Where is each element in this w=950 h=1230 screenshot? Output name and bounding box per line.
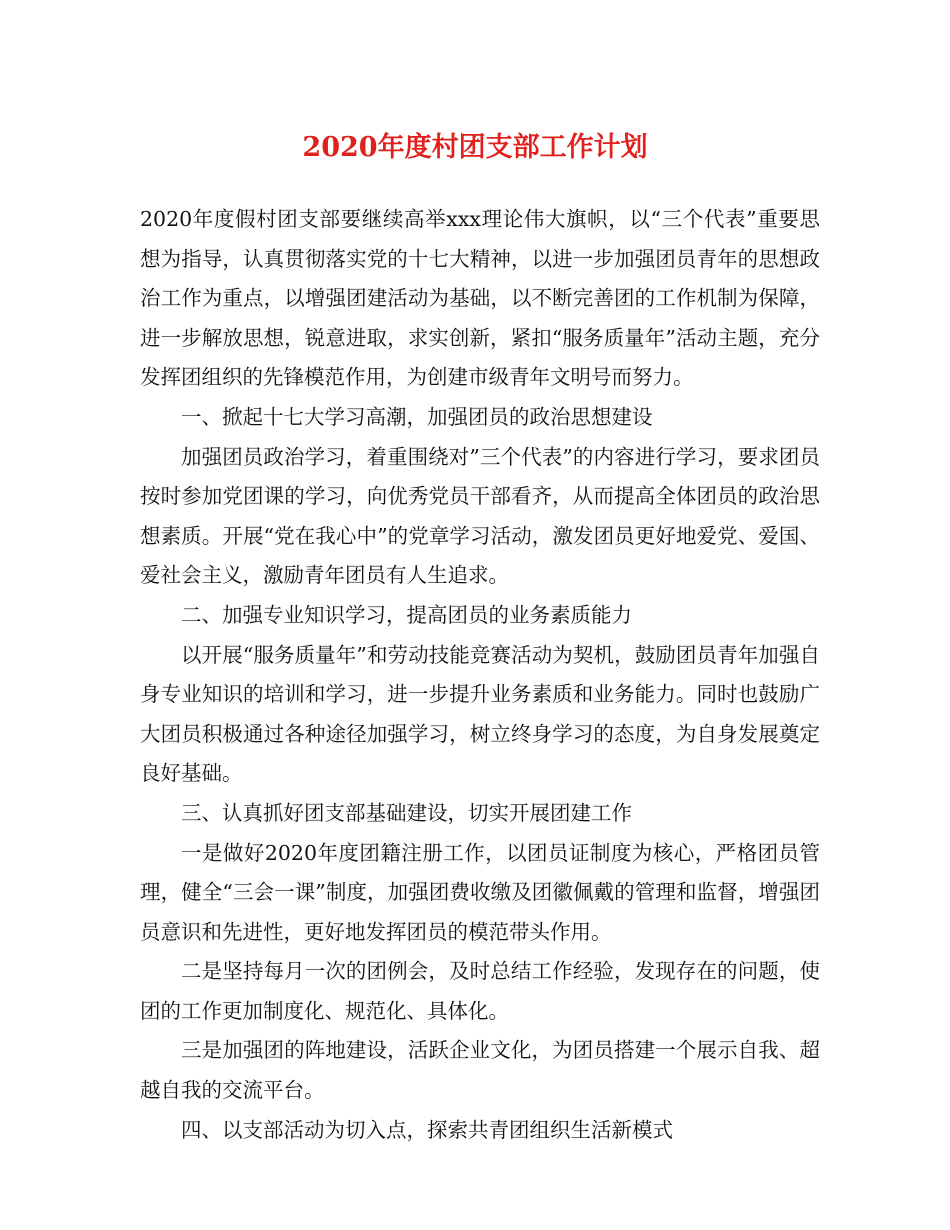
section-heading-1: 一、掀起十七大学习高潮，加强团员的政治思想建设 [181, 404, 653, 429]
body-paragraph: 三是加强团的阵地建设，活跃企业文化，为团员搭建一个展示自我、超越自我的交流平台。 [140, 1038, 820, 1103]
intro-paragraph: 2020年度假村团支部要继续高举xxx理论伟大旗帜，以“三个代表”重要思想为指导，认真贯彻落实党的十七大精神，以进一步加强团员青年的思想政治工作为重点，以增强团建活动为基础，以不断完善团的工作机制为保障，进一步解放思想，锐意进取，求实创新，紧扣“服务质量年”活动主题，充分发挥团组织的先锋模范作用，为创建市级青年文明号而努力。 [140, 207, 820, 390]
body-paragraph: 以开展“服务质量年”和劳动技能竞赛活动为契机，鼓励团员青年加强自身专业知识的培训和学习，进一步提升业务素质和业务能力。同时也鼓励广大团员积极通过各种途径加强学习，树立终身学习的态度，为自身发展奠定良好基础。 [140, 642, 820, 786]
document-body [140, 200, 820, 1150]
section-heading-2: 二、加强专业知识学习，提高团员的业务素质能力 [181, 602, 632, 627]
body-paragraph: 加强团员政治学习，着重围绕对”三个代表”的内容进行学习，要求团员按时参加党团课的学习，向优秀党员干部看齐，从而提高全体团员的政治思想素质。开展“党在我心中”的党章学习活动，激发团员更好地爱党、爱国、爱社会主义，激励青年团员有人生追求。 [140, 444, 820, 588]
body-paragraph: 二是坚持每月一次的团例会，及时总结工作经验，发现存在的问题，使团的工作更加制度化、规范化、具体化。 [140, 959, 820, 1023]
section-heading-4: 四、以支部活动为切入点，探索共青团组织生活新模式 [181, 1117, 673, 1142]
body-paragraph: 一是做好2020年度团籍注册工作，以团员证制度为核心，严格团员管理，健全“三会一课”制度，加强团费收缴及团徽佩戴的管理和监督，增强团员意识和先进性，更好地发挥团员的模范带头作用。 [140, 840, 820, 944]
section-heading-3: 三、认真抓好团支部基础建设，切实开展团建工作 [181, 800, 632, 825]
document-title: 2020年度村团支部工作计划 [302, 132, 648, 163]
